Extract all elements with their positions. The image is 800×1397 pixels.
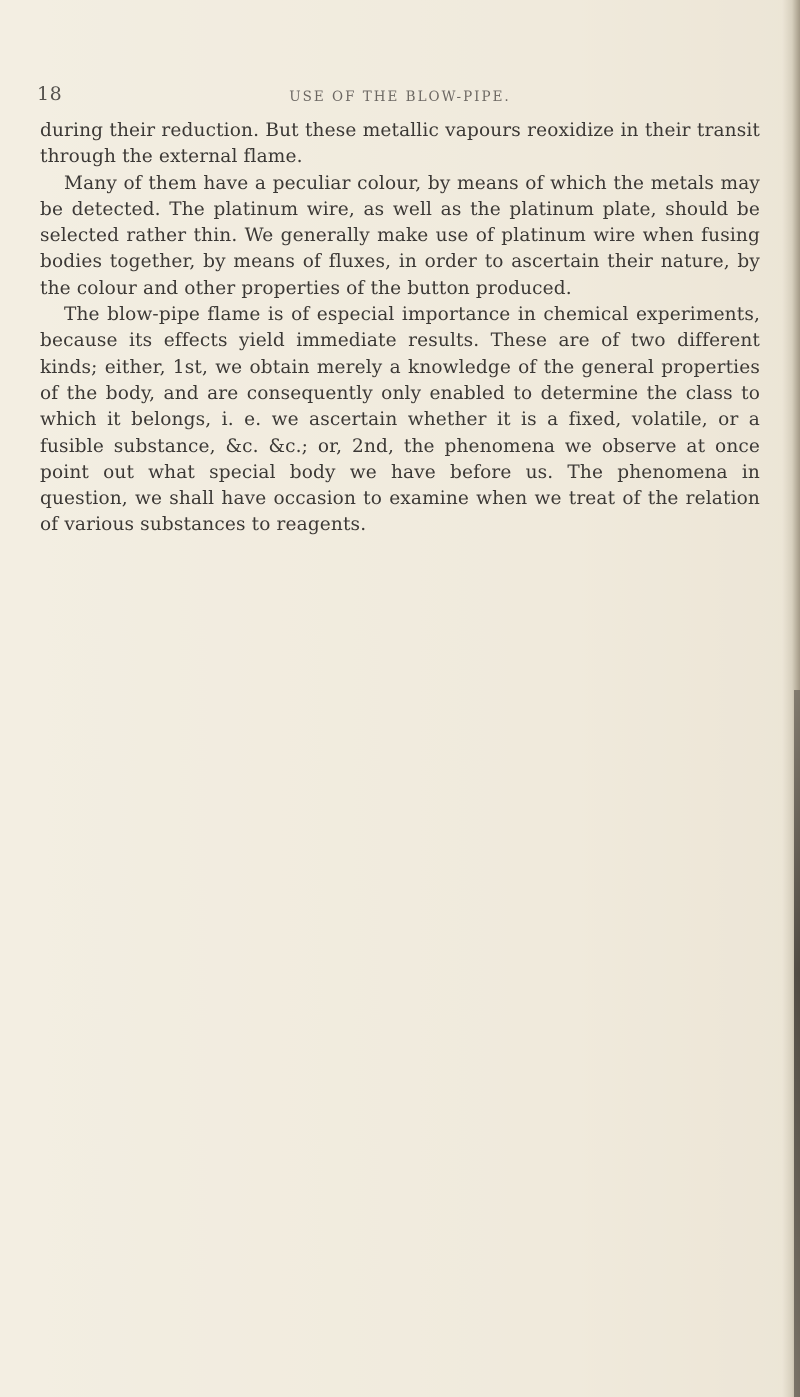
- page-header: [0, 83, 800, 113]
- running-head: USE OF THE BLOW-PIPE.: [289, 89, 511, 105]
- paragraph-3: The blow-pipe flame is of especial importance in chemical experiments, because its effects yield immediate results. These are of two different kinds; either, 1st, we obtain merely a knowledge of the general properties of the body, and are consequently only enabled to determine the class to which it belongs, i. e. we ascertain whether it is a fixed, volatile, or a fusible substance, &c. &c.; or, 2nd, the phenomena we observe at once point out what special body we have before us. The phenomena in question, we shall have occasion to examine when we treat of the relation of various substances to reagents.: [40, 304, 760, 536]
- paragraph-2: Many of them have a peculiar colour, by means of which the metals may be detected. The platinum wire, as well as the platinum plate, should be selected rather thin. We generally make use of platinum wire when fusing bodies together, by means of fluxes, in order to ascertain their nature, by the colour and other properties of the button produced.: [40, 172, 760, 299]
- body-text: [40, 118, 760, 539]
- page-number: 18: [37, 83, 63, 105]
- paragraph-1: during their reduction. But these metallic vapours reoxidize in their transit through the external flame.: [40, 120, 760, 168]
- page-binding-edge: [794, 690, 800, 1397]
